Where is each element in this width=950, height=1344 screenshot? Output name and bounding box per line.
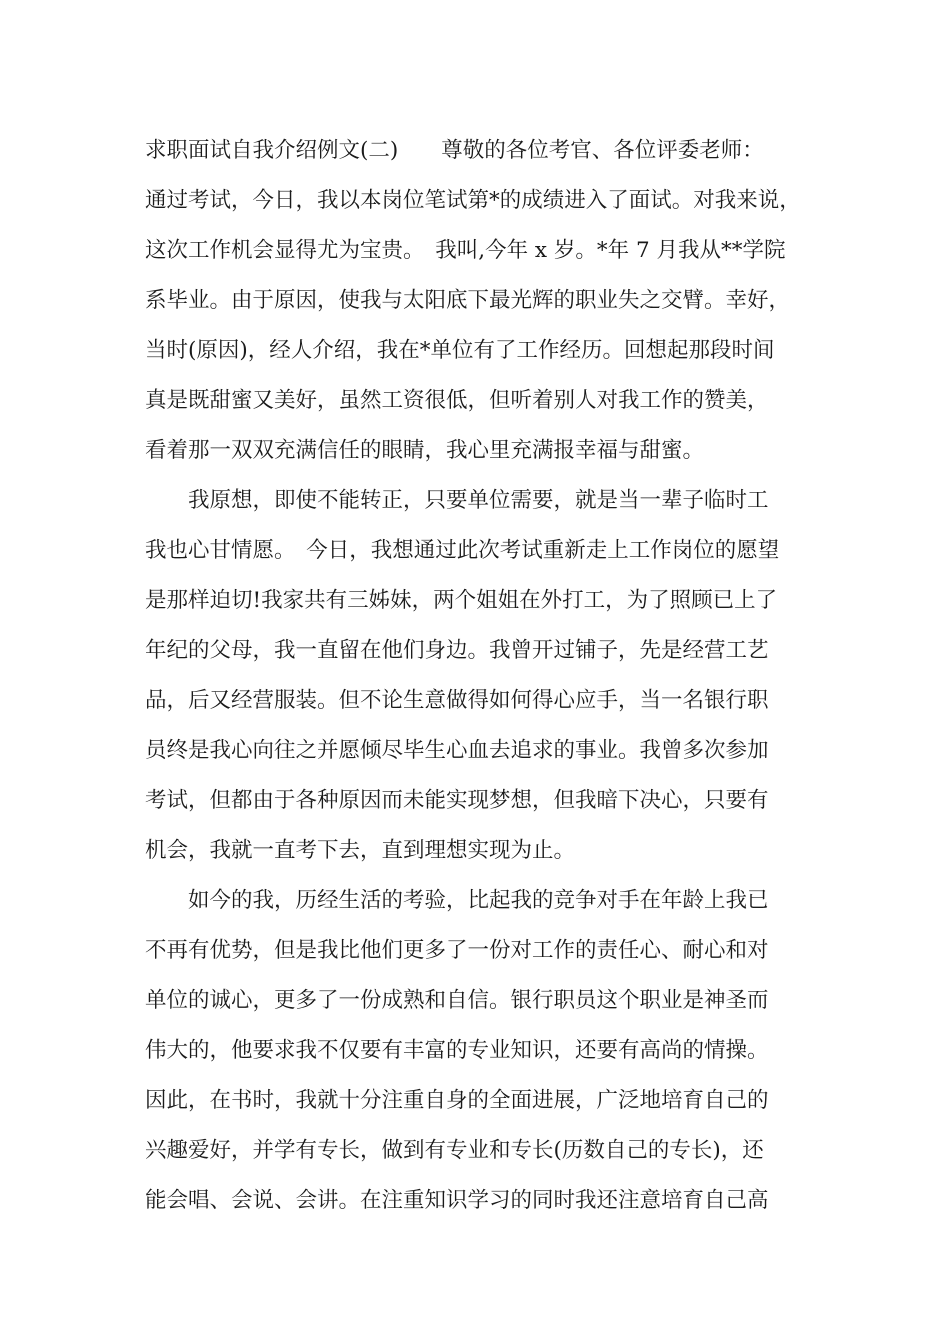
text-line: 能会唱、会说、会讲。在注重知识学习的同时我还注意培育自己高 — [145, 1188, 769, 1213]
text-line: 通过考试，今日，我以本岗位笔试第*的成绩进入了面试。对我来说， — [145, 188, 801, 213]
text-line: 求职面试自我介绍例文(二) 尊敬的各位考官、各位评委老师： — [145, 138, 764, 163]
text-line: 看着那一双双充满信任的眼睛，我心里充满报幸福与甜蜜。 — [145, 438, 705, 463]
text-line: 我原想，即使不能转正，只要单位需要，就是当一辈子临时工 — [145, 488, 769, 513]
text-line: 这次工作机会显得尤为宝贵。 我叫,今年 x 岁。*年 7 月我从**学院 — [145, 238, 786, 263]
text-line: 伟大的，他要求我不仅要有丰富的专业知识，还要有高尚的情操。 — [145, 1038, 769, 1063]
text-line: 因此，在书时，我就十分注重自身的全面进展，广泛地培育自己的 — [145, 1088, 769, 1113]
text-line: 真是既甜蜜又美好，虽然工资很低，但听着别人对我工作的赞美， — [145, 388, 769, 413]
text-line: 员终是我心向往之并愿倾尽毕生心血去追求的事业。我曾多次参加 — [145, 738, 769, 763]
text-line: 年纪的父母，我一直留在他们身边。我曾开过铺子，先是经营工艺 — [145, 638, 769, 663]
text-line: 兴趣爱好，并学有专长，做到有专业和专长(历数自己的专长)，还 — [145, 1138, 764, 1163]
text-line: 单位的诚心，更多了一份成熟和自信。银行职员这个职业是神圣而 — [145, 988, 769, 1013]
text-line: 我也心甘情愿。 今日，我想通过此次考试重新走上工作岗位的愿望 — [145, 538, 780, 563]
text-line: 品，后又经营服装。但不论生意做得如何得心应手，当一名银行职 — [145, 688, 769, 713]
text-line: 如今的我，历经生活的考验，比起我的竞争对手在年龄上我已 — [145, 888, 769, 913]
text-line: 不再有优势，但是我比他们更多了一份对工作的责任心、耐心和对 — [145, 938, 769, 963]
text-line: 当时(原因)，经人介绍，我在*单位有了工作经历。回想起那段时间 — [145, 338, 775, 363]
text-line: 系毕业。由于原因，使我与太阳底下最光辉的职业失之交臂。幸好， — [145, 288, 791, 313]
text-line: 是那样迫切!我家共有三姊妹，两个姐姐在外打工，为了照顾已上了 — [145, 588, 778, 613]
text-line: 考试，但都由于各种原因而未能实现梦想，但我暗下决心，只要有 — [145, 788, 769, 813]
text-line: 机会，我就一直考下去，直到理想实现为止。 — [145, 838, 576, 863]
